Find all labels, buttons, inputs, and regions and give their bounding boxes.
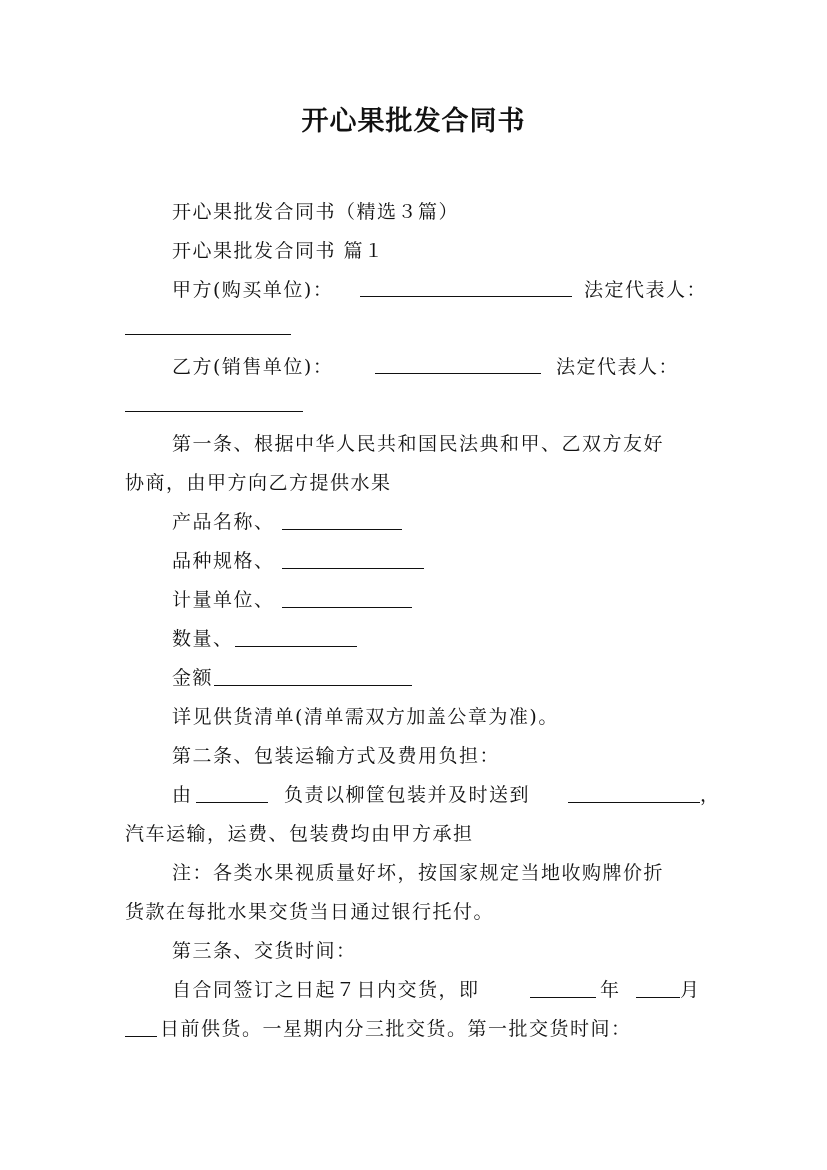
article-1-line-2: 协商，由甲方向乙方提供水果 bbox=[125, 472, 392, 494]
delivery-schedule: 日前供货。一星期内分三批交货。第一批交货时间： bbox=[160, 1018, 632, 1040]
year-blank bbox=[530, 997, 596, 998]
article-2-by: 由 bbox=[172, 784, 193, 806]
day-blank bbox=[125, 1036, 157, 1037]
party-b-blank bbox=[375, 373, 541, 374]
product-name-label: 产品名称、 bbox=[172, 511, 275, 533]
month-label: 月 bbox=[680, 979, 701, 1001]
article-2-comma: ， bbox=[700, 784, 721, 806]
product-name-blank bbox=[282, 529, 402, 530]
article-2-heading: 第二条、包装运输方式及费用负担： bbox=[172, 745, 501, 767]
party-b-label: 乙方(销售单位)： bbox=[172, 356, 334, 378]
quantity-blank bbox=[235, 646, 357, 647]
variety-spec-blank bbox=[282, 568, 424, 569]
delivery-time-text: 自合同签订之日起７日内交货，即 bbox=[172, 979, 480, 1001]
section-heading: 开心果批发合同书 篇１ bbox=[172, 240, 385, 262]
amount-label: 金额 bbox=[172, 667, 214, 689]
unit-blank bbox=[282, 607, 412, 608]
article-2-transport: 汽车运输，运费、包装费均由甲方承担 bbox=[125, 823, 474, 845]
document-title: 开心果批发合同书 bbox=[301, 106, 526, 137]
party-a-blank bbox=[360, 296, 572, 297]
unit-label: 计量单位、 bbox=[172, 589, 275, 611]
note-line-1: 注：各类水果视质量好坏，按国家规定当地收购牌价折 bbox=[172, 862, 665, 884]
party-b-rep-label: 法定代表人： bbox=[556, 356, 680, 378]
month-blank bbox=[636, 997, 680, 998]
destination-blank bbox=[568, 802, 700, 803]
article-2-delivery: 负责以柳筐包装并及时送到 bbox=[284, 784, 531, 806]
note-line-2: 货款在每批水果交货当日通过银行托付。 bbox=[125, 901, 495, 923]
variety-spec-label: 品种规格、 bbox=[172, 550, 275, 572]
article-3-heading: 第三条、交货时间： bbox=[172, 940, 357, 962]
subtitle-line: 开心果批发合同书（精选３篇） bbox=[172, 201, 460, 223]
supply-list-note: 详见供货清单(清单需双方加盖公章为准)。 bbox=[172, 706, 559, 728]
quantity-label: 数量、 bbox=[172, 628, 234, 650]
party-a-label: 甲方(购买单位)： bbox=[172, 279, 334, 301]
article-1-line-1: 第一条、根据中华人民共和国民法典和甲、乙双方友好 bbox=[172, 433, 665, 455]
amount-blank bbox=[214, 685, 412, 686]
party-a-rep-blank bbox=[125, 334, 291, 335]
packer-blank bbox=[196, 802, 268, 803]
year-label: 年 bbox=[600, 979, 621, 1001]
party-b-rep-blank bbox=[125, 411, 303, 412]
party-a-rep-label: 法定代表人： bbox=[584, 279, 708, 301]
